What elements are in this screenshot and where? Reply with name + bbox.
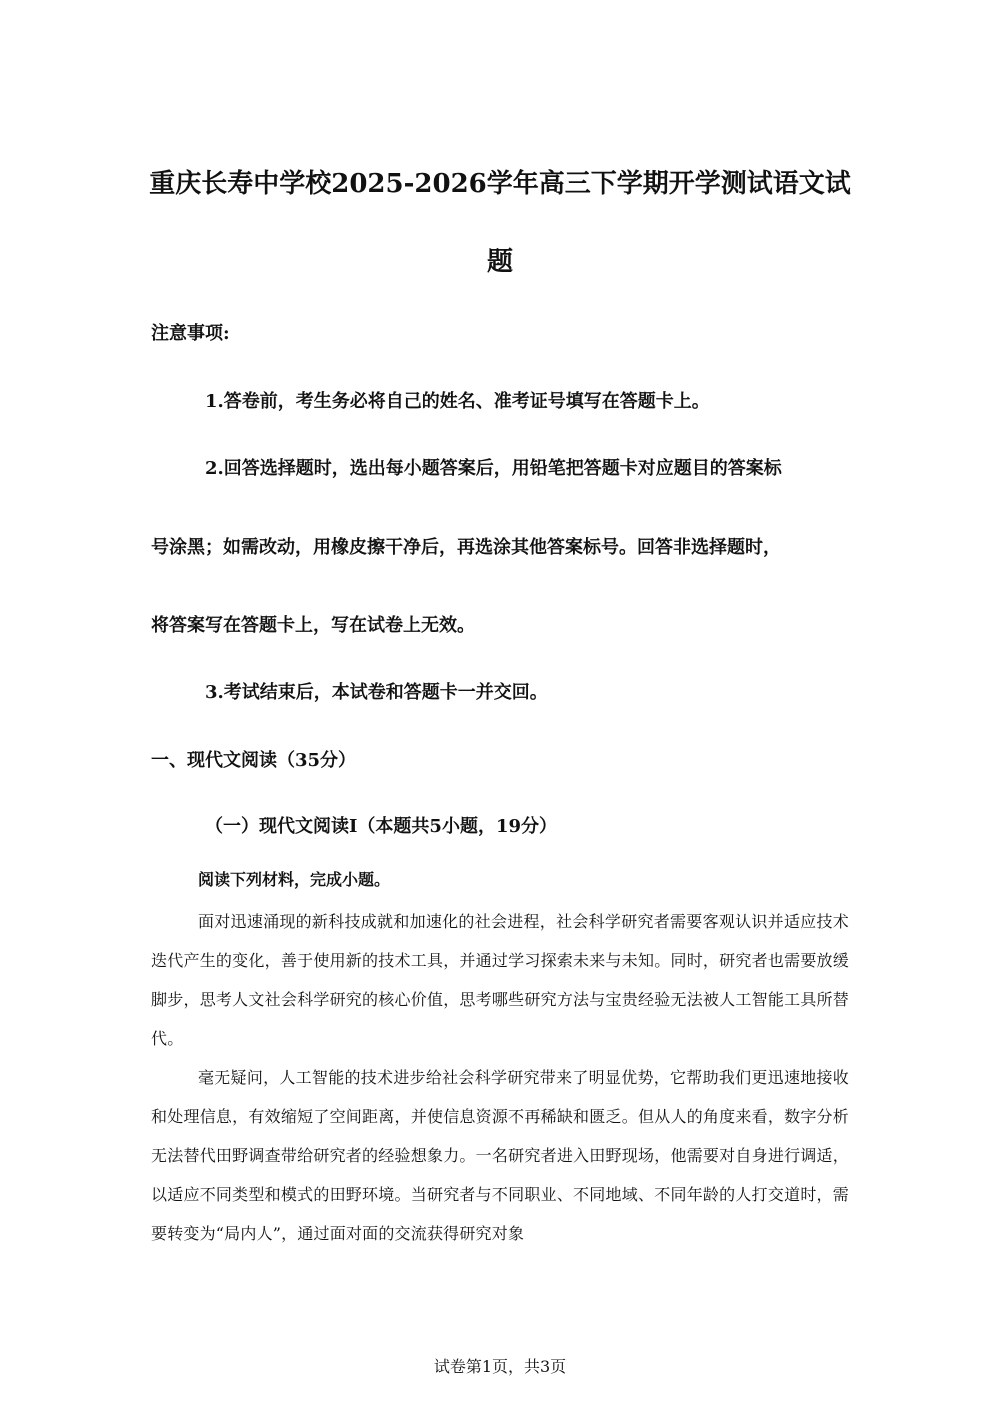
subsection-heading: （一）现代文阅读I（本题共5小题，19分） xyxy=(205,816,557,837)
exam-title-line-2: 题 xyxy=(486,247,513,277)
section-heading: 一、现代文阅读（35分） xyxy=(151,750,357,771)
notice-heading: 注意事项: xyxy=(151,323,230,344)
page-footer: 试卷第1页，共3页 xyxy=(433,1357,567,1376)
notice-item-2-line-3: 将答案写在答题卡上，写在试卷上无效。 xyxy=(151,615,475,636)
reading-paragraph-1: 面对迅速涌现的新科技成就和加速化的社会进程，社会科学研究者需要客观认识并适应技术迭代产生的变化，善于使用新的技术工具，并通过学习探索未来与未知。同时，研究者也需要放缓脚步，思考人文社会科学研究的核心价值，思考哪些研究方法与宝贵经验无法被人工智能工具所替代。 xyxy=(151,912,849,1048)
notice-item-2-line-1: 2.回答选择题时，选出每小题答案后，用铅笔把答题卡对应题目的答案标 xyxy=(205,458,782,479)
reading-instruction: 阅读下列材料，完成小题。 xyxy=(198,870,391,889)
exam-title-line-1: 重庆长寿中学校2025-2026学年高三下学期开学测试语文试 xyxy=(149,169,851,199)
reading-paragraph-2: 毫无疑问，人工智能的技术进步给社会科学研究带来了明显优势，它帮助我们更迅速地接收和处理信息，有效缩短了空间距离，并使信息资源不再稀缺和匮乏。但从人的角度来看，数字分析无法替代田野调查带给研究者的经验想象力。一名研究者进入田野现场，他需要对自身进行调适，以适应不同类型和模式的田野环境。当研究者与不同职业、不同地域、不同年龄的人打交道时，需要转变为“局内人”，通过面对面的交流获得研究对象 xyxy=(151,1068,849,1243)
notice-item-2-line-2: 号涂黑；如需改动，用橡皮擦干净后，再选涂其他答案标号。回答非选择题时， xyxy=(151,537,781,558)
notice-item-1: 1.答卷前，考生务必将自己的姓名、准考证号填写在答题卡上。 xyxy=(205,391,710,412)
notice-item-3: 3.考试结束后，本试卷和答题卡一并交回。 xyxy=(205,682,548,703)
